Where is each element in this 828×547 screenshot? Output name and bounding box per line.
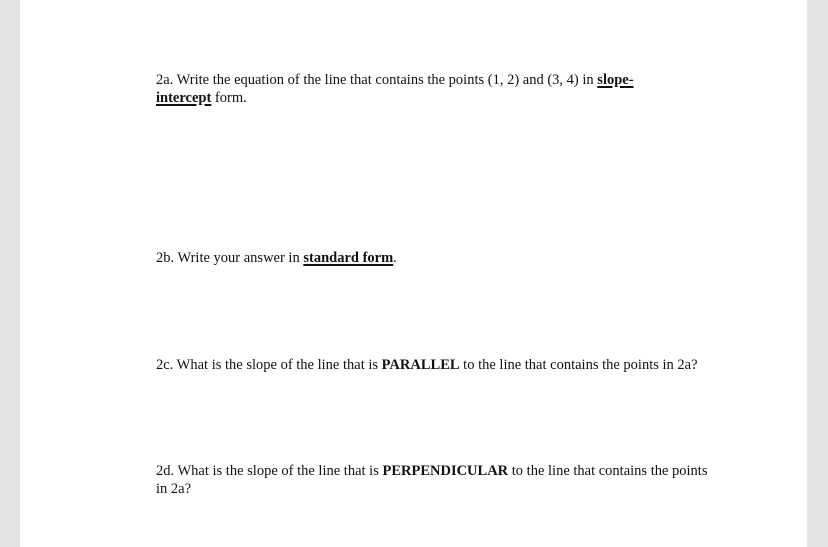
question-2b-emphasis: standard form	[303, 250, 394, 266]
question-2a-emphasis-part1: slope-	[597, 72, 634, 88]
question-2b	[156, 249, 716, 267]
question-2d-text-end: to the line that contains the points in 2a?	[156, 463, 708, 497]
question-2a	[156, 71, 716, 107]
question-2a-text: 2a. Write the equation of the line that contains the points (1, 2) and (3, 4) in	[156, 72, 598, 88]
question-2c	[156, 356, 716, 374]
question-2c-text-end: to the line that contains the points in 2a?	[459, 357, 698, 373]
question-2b-text-end: .	[393, 250, 397, 266]
question-2c-text: 2c. What is the slope of the line that is	[156, 357, 382, 373]
question-2d	[156, 462, 716, 498]
question-2d-text: 2d. What is the slope of the line that is	[156, 463, 383, 479]
question-2a-text-end: form.	[211, 90, 247, 106]
question-2b-text: 2b. Write your answer in	[156, 250, 304, 266]
question-2a-emphasis-part2: intercept	[156, 90, 212, 106]
document-page	[20, 0, 807, 547]
question-2c-emphasis: PARALLEL	[381, 357, 460, 373]
question-2d-emphasis: PERPENDICULAR	[382, 463, 509, 479]
